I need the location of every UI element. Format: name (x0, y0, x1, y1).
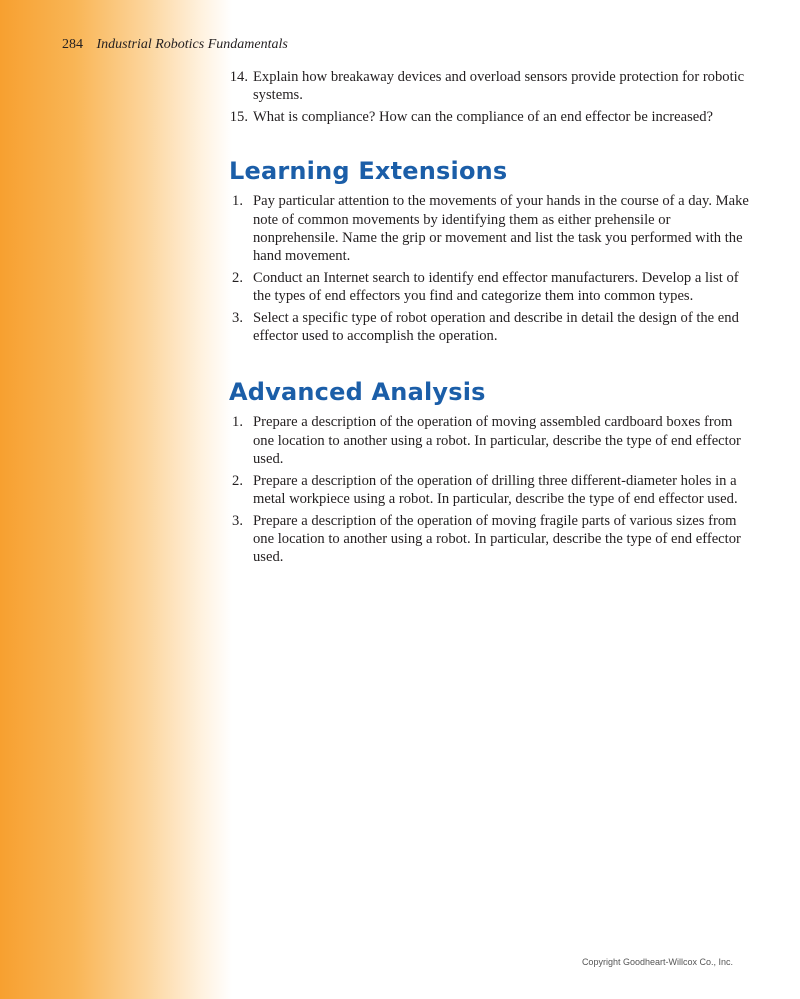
advanced-analysis-section (229, 377, 749, 566)
list-item (229, 512, 749, 567)
item-text: Conduct an Internet search to identify end effector manufacturers. Develop a list of the types of end effectors you find and categorize them into common types. (253, 269, 739, 305)
advanced-analysis-list (229, 413, 749, 566)
learning-extensions-section (229, 156, 749, 345)
copyright-notice: Copyright Goodheart-Willcox Co., Inc. (581, 957, 733, 967)
item-number: 3. (232, 309, 243, 326)
item-text: Prepare a description of the operation of moving fragile parts of various sizes from one location to another using a robot. In particular, describe the type of end effector used. (253, 512, 741, 566)
item-number: 15. (229, 108, 248, 125)
running-head (62, 36, 288, 54)
item-text: Pay particular attention to the movements of your hands in the course of a day. Make note of common movements by identifying them as either prehensile or nonprehensile. Name the grip or movement and list the task you performed with the hand movement. (253, 193, 749, 265)
review-questions-list (229, 68, 749, 126)
item-number: 14. (229, 69, 248, 85)
list-item (229, 269, 749, 306)
decorative-side-band (0, 0, 232, 999)
page-content (229, 68, 749, 570)
list-item (229, 413, 749, 468)
advanced-analysis-heading: Advanced Analysis (229, 378, 486, 407)
learning-extensions-heading: Learning Extensions (229, 157, 508, 186)
item-number: 1. (232, 193, 243, 210)
book-title: Industrial Robotics Fundamentals (96, 37, 288, 52)
item-text: Prepare a description of the operation of moving assembled cardboard boxes from one location to another using a robot. In particular, describe the type of end effector used. (253, 414, 741, 468)
learning-extensions-list (229, 192, 749, 345)
item-number: 2. (232, 472, 243, 489)
item-text: Select a specific type of robot operation and describe in detail the design of the end effector used to accomplish the operation. (253, 309, 739, 345)
item-number: 3. (232, 512, 243, 529)
list-item (229, 192, 749, 266)
list-item (229, 108, 749, 126)
list-item (229, 472, 749, 509)
item-number: 2. (232, 269, 243, 286)
item-text: What is compliance? How can the compliance of an end effector be increased? (253, 108, 714, 125)
list-item (229, 68, 749, 105)
item-number: 1. (232, 414, 243, 431)
page-number: 284 (62, 37, 83, 52)
item-text: Prepare a description of the operation of drilling three different-diameter holes in a metal workpiece using a robot. In particular, describe the type of end effector used. (253, 472, 738, 508)
list-item (229, 309, 749, 346)
item-text: Explain how breakaway devices and overload sensors provide protection for robotic systems. (253, 69, 745, 104)
